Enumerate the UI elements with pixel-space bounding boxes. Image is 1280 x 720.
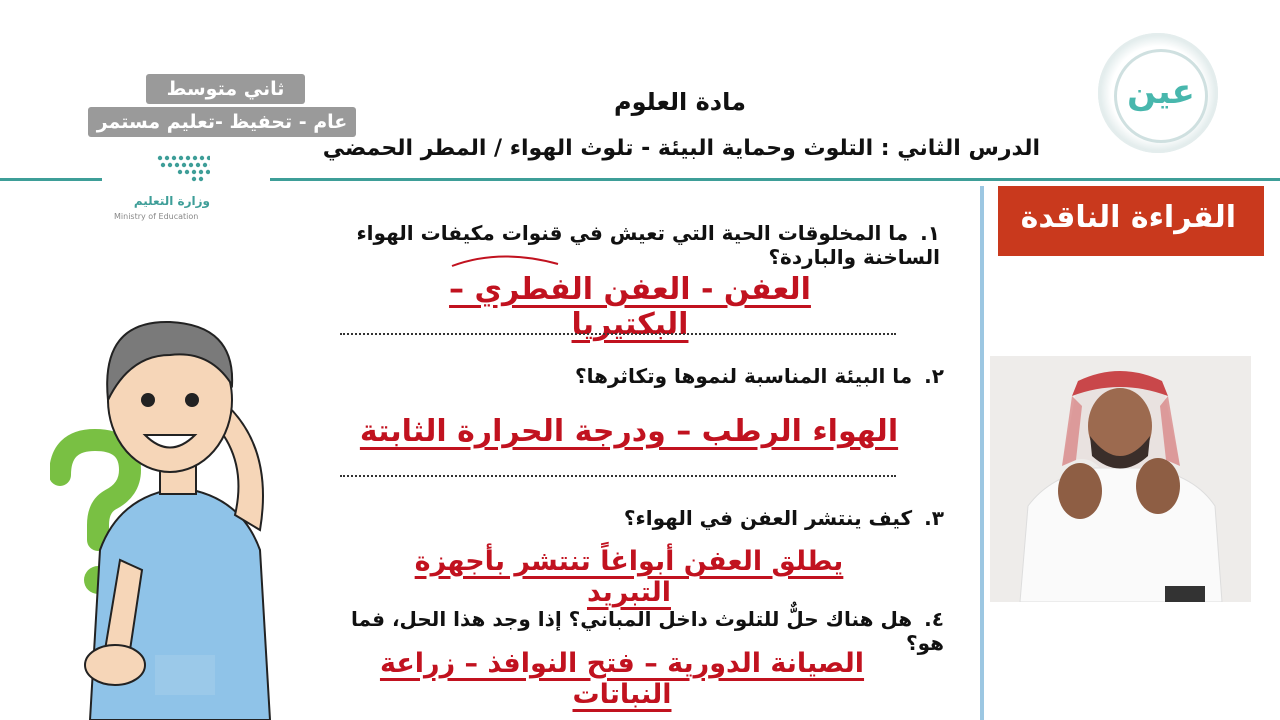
question-3 [344, 506, 944, 530]
question-text: ما البيئة المناسبة لنموها وتكاثرها؟ [575, 364, 913, 388]
panel-separator [980, 186, 984, 720]
answer-3: يطلق العفن أبواغاً تنتشر بأجهزة التبريد [414, 546, 844, 608]
question-number: ١. [920, 221, 940, 245]
presenter-video [990, 356, 1251, 602]
dotted-divider [340, 475, 896, 477]
logo-ring [1114, 49, 1208, 143]
lesson-title: الدرس الثاني : التلوث وحماية البيئة - تلوث الهواء / المطر الحمضي [322, 136, 1040, 161]
question-1 [340, 221, 940, 269]
question-number: ٢. [924, 364, 944, 388]
logo-text: عين [1127, 72, 1195, 112]
ministry-dots-icon [110, 152, 210, 192]
presenter-figure [990, 356, 1251, 602]
question-2 [344, 364, 944, 388]
thinking-boy-illustration [50, 300, 310, 720]
question-text: كيف ينتشر العفن في الهواء؟ [623, 506, 913, 530]
question-number: ٣. [924, 506, 944, 530]
question-text: هل هناك حلٌّ للتلوث داخل المباني؟ إذا وجد هذا الحل، فما هو؟ [350, 607, 944, 655]
grade-badge: ثاني متوسط [146, 74, 305, 104]
question-text: ما المخلوقات الحية التي تعيش في قنوات مكيفات الهواء الساخنة والباردة؟ [356, 221, 940, 269]
ministry-name-en: Ministry of Education [114, 212, 199, 221]
ministry-logo [110, 152, 250, 227]
subject-title: مادة العلوم [614, 88, 746, 116]
channel-logo [1098, 33, 1218, 153]
answer-1: العفن - العفن الفطري – البكتيريا [449, 272, 811, 342]
critical-reading-banner [998, 186, 1264, 256]
dotted-divider [340, 333, 896, 335]
banner-title: القراءة الناقدة [1020, 200, 1236, 235]
track-badge: عام - تحفيظ -تعليم مستمر [88, 107, 356, 137]
answer-2: الهواء الرطب – ودرجة الحرارة الثابتة [359, 414, 899, 449]
ministry-name-ar: وزارة التعليم [133, 194, 210, 208]
answer-4: الصيانة الدورية – فتح النوافذ – زراعة النباتات [379, 648, 865, 710]
question-number: ٤. [924, 607, 944, 631]
